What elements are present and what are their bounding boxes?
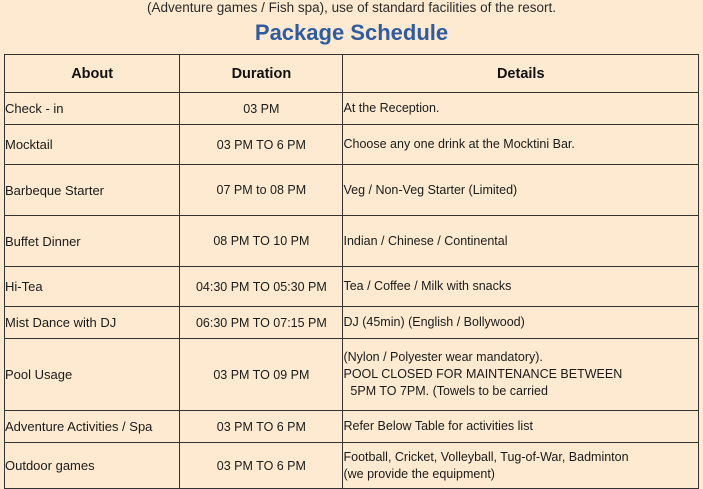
details-line: Tea / Coffee / Milk with snacks <box>343 279 512 293</box>
cell-details <box>343 216 699 267</box>
cell-duration: 04:30 PM TO 05:30 PM <box>180 267 343 307</box>
details-line: (we provide the equipment) <box>343 466 495 481</box>
table-header-row <box>5 55 699 93</box>
cell-about: Adventure Activities / Spa <box>5 411 180 443</box>
cell-details <box>343 339 699 411</box>
table-row <box>5 125 699 165</box>
cell-details <box>343 411 699 443</box>
cell-details <box>343 443 699 489</box>
cell-details <box>343 93 699 125</box>
cell-details <box>343 307 699 339</box>
details-line: Football, Cricket, Volleyball, Tug-of-War, Badminton <box>343 449 629 464</box>
table-row <box>5 93 699 125</box>
page-title: Package Schedule <box>254 20 449 45</box>
cell-duration: 03 PM <box>180 93 343 125</box>
details-line: Indian / Chinese / Continental <box>343 233 508 248</box>
cell-about: Pool Usage <box>5 339 180 411</box>
cell-about: Check - in <box>5 93 180 125</box>
column-header-details: Details <box>343 55 699 93</box>
cell-duration: 08 PM TO 10 PM <box>180 216 343 267</box>
intro-text: (Adventure games / Fish spa), use of standard facilities of the resort. <box>147 0 556 15</box>
cell-about: Mocktail <box>5 125 180 165</box>
column-header-about: About <box>5 55 180 93</box>
table-row <box>5 307 699 339</box>
cell-about: Buffet Dinner <box>5 216 180 267</box>
cell-duration: 06:30 PM TO 07:15 PM <box>180 307 343 339</box>
table-row <box>5 411 699 443</box>
cell-duration: 03 PM TO 09 PM <box>180 339 343 411</box>
table-row <box>5 267 699 307</box>
cell-details <box>343 267 699 307</box>
cell-about: Barbeque Starter <box>5 165 180 216</box>
cell-duration: 03 PM TO 6 PM <box>180 443 343 489</box>
details-line: DJ (45min) (English / Bollywood) <box>343 315 525 329</box>
details-line: At the Reception. <box>343 101 440 115</box>
table-row <box>5 339 699 411</box>
table-row <box>5 165 699 216</box>
details-line: Choose any one drink at the Mocktini Bar. <box>343 137 575 151</box>
details-line: POOL CLOSED FOR MAINTENANCE BETWEEN <box>343 367 623 381</box>
cell-duration: 07 PM to 08 PM <box>180 165 343 216</box>
details-line: 5PM TO 7PM. (Towels to be carried <box>343 384 548 398</box>
cell-about: Hi-Tea <box>5 267 180 307</box>
cell-duration: 03 PM TO 6 PM <box>180 125 343 165</box>
details-line: Veg / Non-Veg Starter (Limited) <box>343 182 518 197</box>
details-line: (Nylon / Polyester wear mandatory). <box>343 350 543 364</box>
package-schedule-table <box>4 54 699 489</box>
table-row <box>5 443 699 489</box>
details-line: Refer Below Table for activities list <box>343 419 533 433</box>
column-header-duration: Duration <box>180 55 343 93</box>
cell-details <box>343 125 699 165</box>
cell-duration: 03 PM TO 6 PM <box>180 411 343 443</box>
cell-about: Outdoor games <box>5 443 180 489</box>
cell-about: Mist Dance with DJ <box>5 307 180 339</box>
cell-details <box>343 165 699 216</box>
table-row <box>5 216 699 267</box>
